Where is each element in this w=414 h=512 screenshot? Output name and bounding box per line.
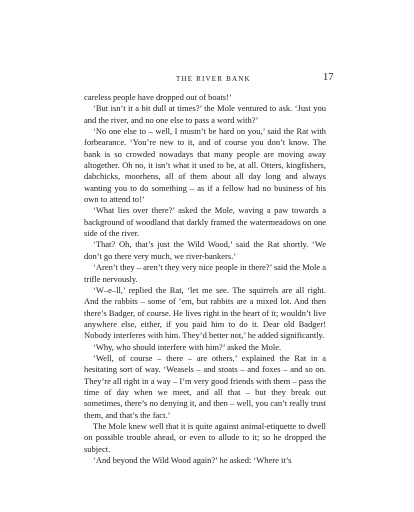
paragraph: ‘But isn’t it a bit dull at times?’ the Mole ventured to ask. ‘Just you and the river, and no one else to pass a word with?’: [84, 103, 326, 125]
paragraph: ‘Why, who should interfere with him?’ asked the Mole.: [93, 341, 282, 352]
page-header: [0, 73, 414, 85]
body-text: [84, 92, 326, 466]
paragraph: ‘W–e–ll,’ replied the Rat, ‘let me see. The squirrels are all right. And the rabbits – some of ’em, but rabbits are a mixed lot. And then there’s Badger, of course. He lives right in the heart of it; wouldn’t live anywhere else, either, if you paid him to do it. Dear old Badger! Nobody interferes with him. They’d better not,’ he added significantly.: [84, 284, 326, 341]
paragraph: ‘No one else to – well, I mustn’t be hard on you,’ said the Rat with forbearance. ‘You’re new to it, and of course you don’t know. The bank is so crowded nowadays that many people are moving away altogether. Oh no, it isn’t what it used to be, at all. Otters, kingfishers, dabchicks, moorhens, all of them about all day long and always wanting you to do something – as if a fellow had no business of his own to attend to!’: [84, 126, 326, 205]
page-number: 17: [323, 72, 334, 83]
paragraph: ‘That? Oh, that’s just the Wild Wood,’ said the Rat shortly. ‘We don’t go there very much, we river-bankers.’: [84, 239, 326, 261]
paragraph: careless people have dropped out of boats!’: [84, 92, 232, 102]
paragraph: ‘And beyond the Wild Wood again?’ he asked: ‘Where it’s: [93, 455, 292, 465]
paragraph: The Mole knew well that it is quite against animal-etiquette to dwell on possible trouble ahead, or even to allude to it; so he dropped the subject.: [84, 420, 326, 454]
paragraph: ‘Well, of course – there – are others,’ explained the Rat in a hesitating sort of way. ‘Weasels – and stoats – and foxes – and so on. They’re all right in a way – I’m very good friends with them – pass the time of day when we meet, and all that – but they break out sometimes, there’s no denying it, and then – well, you can’t really trust them, and that’s the fact.’: [84, 352, 326, 420]
paragraph: ‘Aren’t they – aren’t they very nice people in there?’ said the Mole a trifle nervously.: [84, 262, 326, 284]
paragraph: ‘What lies over there?’ asked the Mole, waving a paw towards a background of woodland that darkly framed the watermeadows on one side of the river.: [84, 205, 326, 239]
running-title: THE RIVER BANK: [176, 75, 251, 83]
